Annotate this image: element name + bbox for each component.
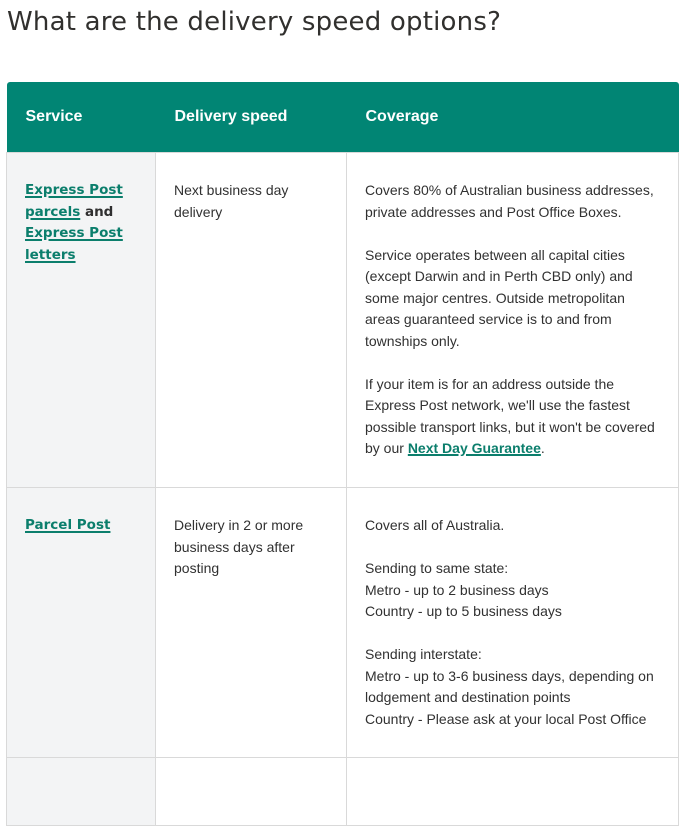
coverage-paragraph: Covers 80% of Australian business addresses, private addresses and Post Office Boxes. xyxy=(365,182,654,220)
table-row xyxy=(7,758,679,826)
interstate-metro: Metro - up to 3-6 business days, depending on lodgement and destination points xyxy=(365,667,654,705)
coverage-cell xyxy=(347,488,679,758)
column-header-service: Service xyxy=(7,82,156,153)
interstate-country: Country - Please ask at your local Post Office xyxy=(365,710,647,727)
coverage-paragraph xyxy=(365,644,660,730)
interstate-label: Sending interstate: xyxy=(365,646,482,662)
coverage-text: If your item is for an address outside the Express Post network, we'll use the fastest possible transport links, but it won't be covered by our xyxy=(365,375,655,456)
service-cell xyxy=(7,758,156,826)
same-state-label: Sending to same state: xyxy=(365,560,509,576)
service-cell xyxy=(7,153,156,488)
express-post-letters-link[interactable]: Express Post letters xyxy=(25,225,123,263)
coverage-paragraph: Covers all of Australia. xyxy=(365,517,505,533)
coverage-paragraph xyxy=(365,558,660,623)
express-post-parcels-link[interactable]: Express Post parcels xyxy=(25,182,123,220)
same-state-country: Country - up to 5 business days xyxy=(365,603,562,619)
page-title: What are the delivery speed options? xyxy=(7,7,502,37)
column-header-coverage: Coverage xyxy=(347,82,679,153)
coverage-paragraph: Service operates between all capital cities (except Darwin and in Perth CBD only) and some major centres. Outside metropolitan areas guaranteed service is to and from townships only. xyxy=(365,246,633,349)
coverage-cell xyxy=(347,153,679,488)
next-day-guarantee-link[interactable]: Next Day Guarantee xyxy=(407,440,541,456)
column-header-delivery-speed: Delivery speed xyxy=(156,82,347,153)
service-cell xyxy=(7,488,156,758)
same-state-metro: Metro - up to 2 business days xyxy=(365,581,549,598)
delivery-speed-table xyxy=(6,82,679,826)
delivery-speed-cell xyxy=(156,758,347,826)
delivery-speed-cell: Next business day delivery xyxy=(156,153,347,488)
table-row xyxy=(7,488,679,758)
coverage-cell xyxy=(347,758,679,826)
table-header-row xyxy=(7,82,679,153)
delivery-speed-cell: Delivery in 2 or more business days after posting xyxy=(156,488,347,758)
table-row xyxy=(7,153,679,488)
coverage-paragraph xyxy=(365,374,660,460)
coverage-text-end: . xyxy=(540,440,545,456)
parcel-post-link[interactable]: Parcel Post xyxy=(25,517,111,533)
service-joiner-text: and xyxy=(80,203,114,220)
